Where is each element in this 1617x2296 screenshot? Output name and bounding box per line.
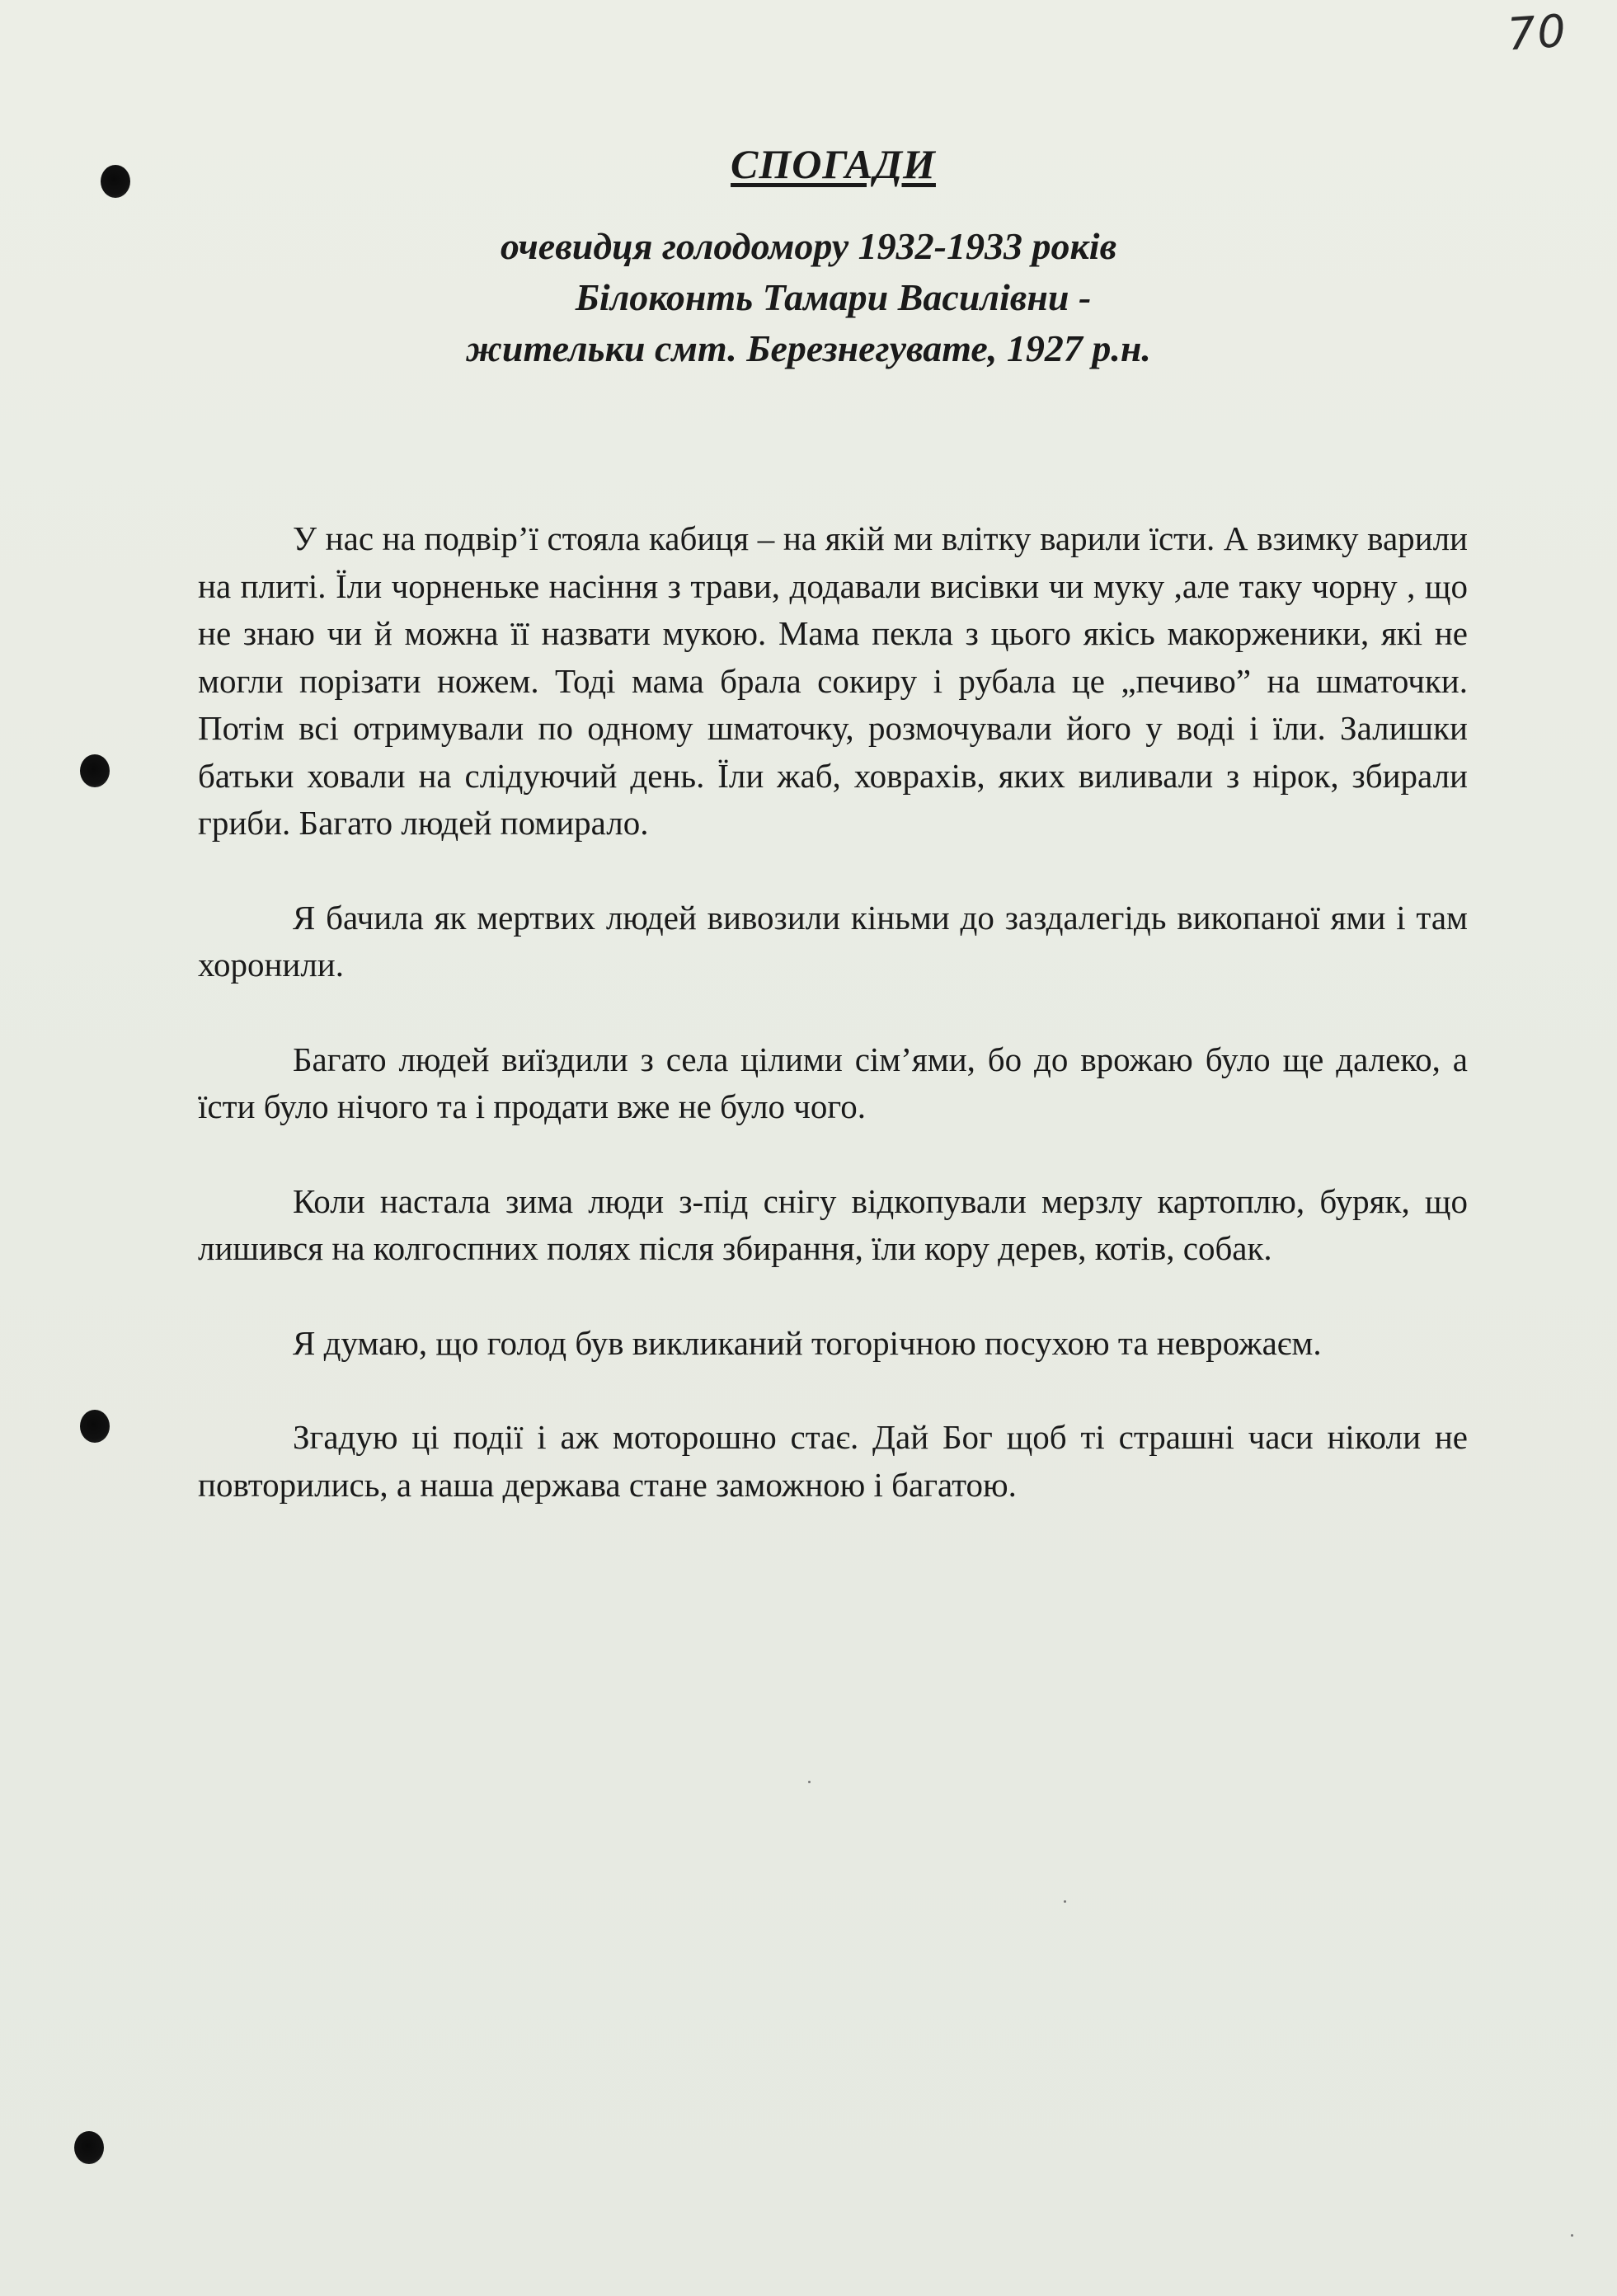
paper-speck	[1064, 1900, 1066, 1903]
subtitle-line-3: жительки смт. Березнегувате, 1927 р.н.	[466, 327, 1151, 369]
punch-hole	[80, 1410, 110, 1443]
subtitle-line-2: Білоконть Тамари Василівни -	[575, 276, 1092, 318]
handwritten-page-number: 70	[1506, 4, 1570, 61]
memoir-body	[198, 515, 1468, 1556]
paragraph-6: Згадую ці події і аж моторошно стає. Дай Бог щоб ті страшні часи ніколи не повторились, а наша держава стане заможною і багатою.	[198, 1418, 1468, 1504]
document-title: СПОГАДИ	[731, 141, 936, 187]
punch-hole	[74, 2131, 104, 2164]
paragraph-1: У нас на подвір’ї стояла кабиця – на якій ми влітку варили їсти. А взимку варили на плиті. Їли чорненьке насіння з трави, додавали висівки чи муку ,але таку чорну , що не знаю чи й можна її назвати мукою. Мама пекла з цього якісь макорженики, які не могли порізати ножем. Тоді мама брала сокиру і рубала це „печиво” на шматочки. Потім всі отримували по одному шматочку, розмочували його у воді і їли. Залишки батьки ховали на слідуючий день. Їли жаб, ховрахів, яких виливали з нірок, збирали гриби. Багато людей помирало.	[198, 519, 1468, 842]
paragraph-4: Коли настала зима люди з-під снігу відкопували мерзлу картоплю, буряк, що лишився на колгоспних полях після збирання, їли кору дерев, котів, собак.	[198, 1181, 1468, 1267]
paragraph-3: Багато людей виїздили з села цілими сім’ями, бо до врожаю було ще далеко, а їсти було нічого та і продати вже не було чого.	[198, 1040, 1468, 1125]
paragraph-2: Я бачила як мертвих людей вивозили кіньми до заздалегідь викопаної ями і там хоронили.	[198, 898, 1468, 984]
paragraph-5: Я думаю, що голод був викликаний тогорічною посухою та неврожаєм.	[293, 1323, 1322, 1362]
subtitle-line-1: очевидця голодомору 1932-1933 років	[500, 225, 1117, 267]
punch-hole	[80, 754, 110, 787]
document-header	[0, 140, 1617, 374]
paper-speck	[1571, 2234, 1573, 2237]
paper-speck	[808, 1781, 811, 1783]
